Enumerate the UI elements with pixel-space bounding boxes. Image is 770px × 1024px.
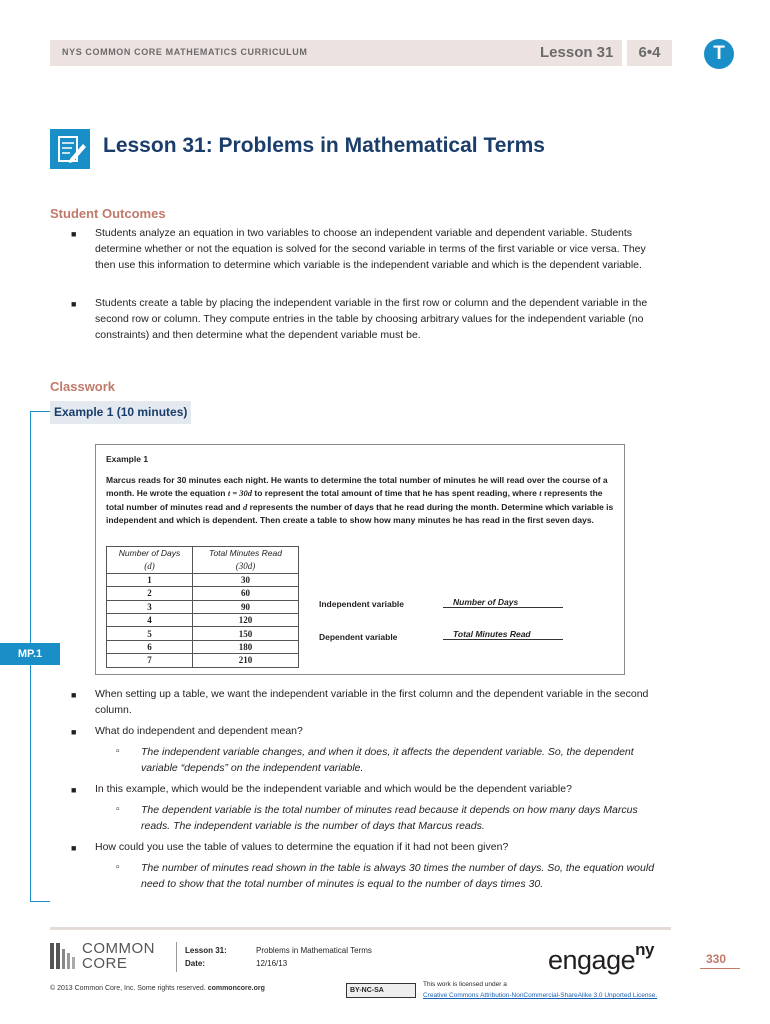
lesson-notepad-icon <box>50 129 90 169</box>
table-header: Total Minutes Read <box>193 547 299 560</box>
table-row: 3 90 <box>107 600 299 613</box>
discussion-question: In this example, which would be the independent variable and which would be the dependent variable? <box>95 783 572 795</box>
example-box-title: Example 1 <box>106 454 149 464</box>
table-header-sub: (30d) <box>193 560 299 573</box>
dependent-label: Dependent variable <box>319 632 398 642</box>
discussion-answer: The dependent variable is the total number of minutes read because it depends on how many days Marcus reads. The independent variable is the number of days that Marcus reads. <box>141 804 638 832</box>
sub-bullet-icon: ▫ <box>116 745 120 757</box>
page-number-underline <box>700 968 740 969</box>
classwork-heading: Classwork <box>50 379 116 394</box>
discussion-question: When setting up a table, we want the independent variable in the first column and the dependent variable in the second column. <box>95 688 649 716</box>
independent-label: Independent variable <box>319 599 405 609</box>
outcome-item: Students create a table by placing the independent variable in the first row or column and the dependent variable in the second row or column. They compute entries in the table by choosing arbitrary values for the independent variable (no constraints) and then determine what the dependent variable must be. <box>95 297 648 341</box>
bullet-icon: ■ <box>71 299 77 309</box>
discussion-answer: The independent variable changes, and when it does, it affects the dependent variable. So, the dependent variable “depends” on the independent variable. <box>141 746 634 774</box>
license-text: This work is licensed under a Creative Commons Attribution-NonCommercial-ShareAlike 3.0 Unported License. <box>423 981 658 999</box>
bullet-icon: ■ <box>71 843 77 853</box>
example-problem-text: Marcus reads for 30 minutes each night. He wants to determine the total number of minutes he will read over the course of a month. He wrote the equation t = 30d to represent the total amount of time that he has spent reading, where t represents the total number of minutes read and d represents the number of days that he read during the month. Determine which variable is independent and which is dependent. Then create a table to show how many minutes he has read in the first seven days. <box>106 475 614 525</box>
side-bracket-top <box>30 411 50 412</box>
footer-values: Problems in Mathematical Terms 12/16/13 <box>256 946 372 968</box>
table-row: 2 60 <box>107 587 299 600</box>
student-outcomes-heading: Student Outcomes <box>50 206 166 221</box>
outcome-item: Students analyze an equation in two variables to choose an independent variable and dependent variable. Students determine whether or not the equation is solved for the second variable in terms of the first variable or vice versa. They then use this information to determine which variable is the independent variable and which is the dependent variable. <box>95 227 646 271</box>
example-label: Example 1 (10 minutes) <box>50 401 191 424</box>
copyright: © 2013 Common Core, Inc. Some rights reserved. commoncore.org <box>50 985 265 992</box>
table-row: 5 150 <box>107 627 299 640</box>
table-row: 7 210 <box>107 654 299 667</box>
dependent-value: Total Minutes Read <box>443 629 563 640</box>
side-bracket-bottom <box>30 901 50 902</box>
table-header-sub: (d) <box>107 560 193 573</box>
table-header: Number of Days <box>107 547 193 560</box>
teacher-badge: T <box>704 39 734 69</box>
header-module: 6•4 <box>624 40 672 66</box>
footer-vertical-divider <box>176 942 177 972</box>
table-row: 4 120 <box>107 613 299 626</box>
bullet-icon: ■ <box>71 690 77 700</box>
independent-value: Number of Days <box>443 597 563 608</box>
sub-bullet-icon: ▫ <box>116 861 120 873</box>
discussion-question: How could you use the table of values to determine the equation if it had not been given? <box>95 841 509 853</box>
header-lesson: Lesson 31 <box>540 44 614 61</box>
common-core-brand: COMMON CORE <box>82 940 155 972</box>
footer-divider <box>50 927 671 930</box>
bullet-icon: ■ <box>71 229 77 239</box>
footer-labels: Lesson 31: Date: <box>185 946 227 968</box>
page-title: Lesson 31: Problems in Mathematical Terms <box>103 134 545 157</box>
bullet-icon: ■ <box>71 785 77 795</box>
page-number: 330 <box>706 952 727 966</box>
table-row: 1 30 <box>107 573 299 586</box>
discussion-question: What do independent and dependent mean? <box>95 725 303 737</box>
mp-badge: MP.1 <box>0 643 60 665</box>
data-table <box>106 546 299 668</box>
engageny-logo: engage$^{ny}$ <box>548 940 654 975</box>
curriculum-label: NYS COMMON CORE MATHEMATICS CURRICULUM <box>62 47 308 57</box>
bullet-icon: ■ <box>71 727 77 737</box>
common-core-logo-icon <box>50 943 76 969</box>
license-link[interactable]: Creative Commons Attribution-NonCommercial-ShareAlike 3.0 Unported License. <box>423 992 658 999</box>
table-row: 6 180 <box>107 640 299 653</box>
cc-license-badge[interactable]: BY-NC-SA <box>346 983 416 998</box>
sub-bullet-icon: ▫ <box>116 803 120 815</box>
discussion-answer: The number of minutes read shown in the table is always 30 times the number of days. So, the equation would need to show that the total number of minutes is equal to the number of days times 30. <box>141 862 655 890</box>
